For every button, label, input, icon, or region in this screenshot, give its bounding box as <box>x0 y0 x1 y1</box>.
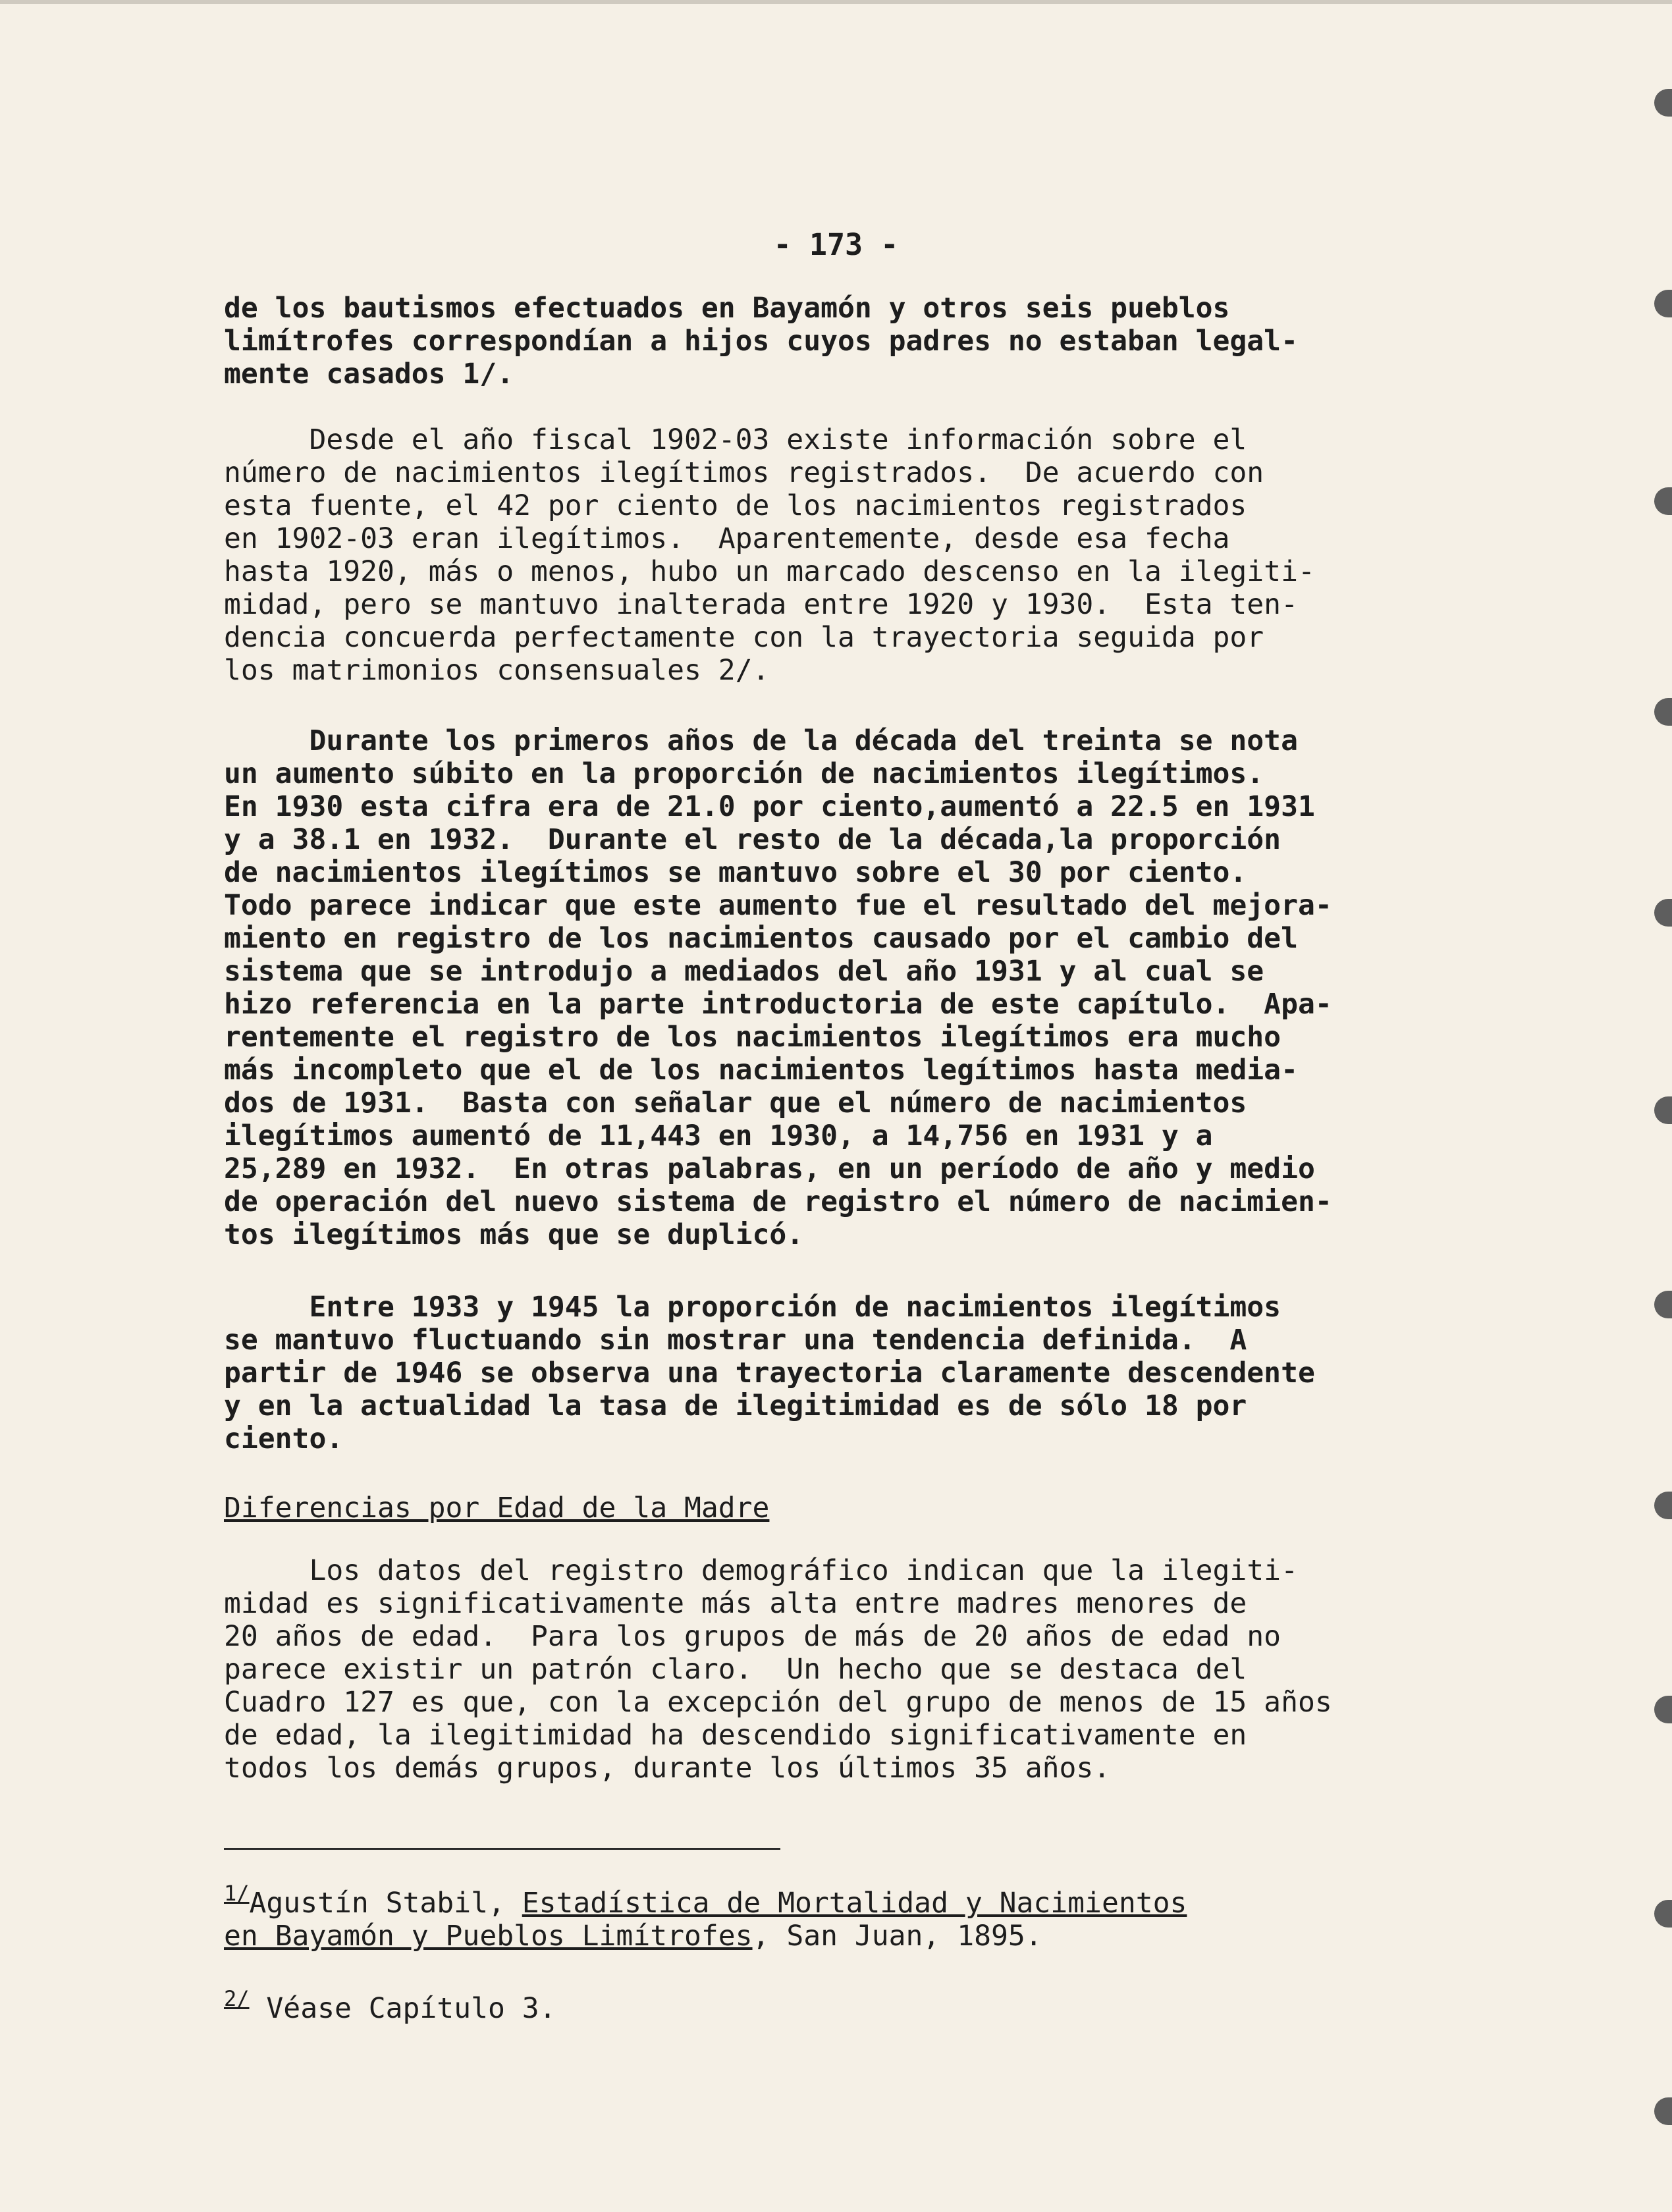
paragraph-1: de los bautismos efectuados en Bayamón y otros seis pueblos limítrofes correspondían a hijos cuyos padres no estaban legal- mente casados 1/. <box>224 292 1298 391</box>
binder-hole <box>1654 1900 1672 1928</box>
page-top-edge <box>0 0 1672 4</box>
footnote-1 <box>224 1877 1462 1953</box>
paragraph-5: Los datos del registro demográfico indican que la ilegiti- midad es significativamente más alta entre madres menores de 20 años de edad. Para los grupos de más de 20 años de edad no parece existir un patrón claro. Un hecho que se destaca del Cuadro 127 es que, con la excepción del grupo de menos de 15 años de edad, la ilegitimidad ha descendido significativamente en todos los demás grupos, durante los últimos 35 años. <box>224 1554 1332 1785</box>
binder-hole <box>1654 2097 1672 2125</box>
paragraph-3: Durante los primeros años de la década del treinta se nota un aumento súbito en la proporción de nacimientos ilegítimos. En 1930 esta cifra era de 21.0 por ciento,aumentó a 22.5 en 1931 y a 38.1 en 1932. Durante el resto de la década,la proporción de nacimientos ilegítimos se mantuvo sobre el 30 por ciento. Todo parece indicar que este aumento fue el resultado del mejora- miento en registro de los nacimientos causado por el cambio del sistema que se introdujo a mediados del año 1931 y al cual se hizo referencia en la parte introductoria de este capítulo. Apa- rentemente el registro de los nacimientos ilegítimos era mucho más incompleto que el de los nacimientos legítimos hasta media- dos de 1931. Basta con señalar que el número de nacimientos ilegítimos aumentó de 11,443 en 1930, a 14,756 en 1931 y a 25,289 en 1932. En otras palabras, en un período de año y medio de operación del nuevo sistema de registro el número de nacimien- tos ilegítimos más que se duplicó. <box>224 724 1332 1251</box>
section-heading: Diferencias por Edad de la Madre <box>224 1492 770 1524</box>
binder-hole <box>1654 487 1672 515</box>
binder-hole <box>1654 89 1672 117</box>
binder-hole <box>1654 1492 1672 1519</box>
binder-hole <box>1654 1291 1672 1318</box>
footnote-2 <box>224 1982 1462 2025</box>
footnote-1-mark: 1/ <box>224 1881 250 1906</box>
footnote-1-rest: , San Juan, 1895. <box>752 1920 1042 1953</box>
paragraph-4: Entre 1933 y 1945 la proporción de nacimientos ilegítimos se mantuvo fluctuando sin mostrar una tendencia definida. A partir de 1946 se observa una trayectoria claramente descendente y en la actualidad la tasa de ilegitimidad es de sólo 18 por ciento. <box>224 1291 1315 1455</box>
binder-hole <box>1654 290 1672 317</box>
footnote-1-author: Agustín Stabil, <box>249 1887 522 1920</box>
binder-hole <box>1654 1096 1672 1124</box>
paragraph-2: Desde el año fiscal 1902-03 existe información sobre el número de nacimientos ilegítimos registrados. De acuerdo con esta fuente, el 42 por ciento de los nacimientos registrados en 1902-03 eran ilegítimos. Aparentemente, desde esa fecha hasta 1920, más o menos, hubo un marcado descenso en la ilegiti- midad, pero se mantuvo inalterada entre 1920 y 1930. Esta ten- dencia concuerda perfectamente con la trayectoria seguida por los matrimonios consensuales 2/. <box>224 423 1315 687</box>
page-number: - 173 - <box>773 227 899 262</box>
binder-hole <box>1654 1696 1672 1723</box>
footnote-1-title-b: en Bayamón y Pueblos Limítrofes <box>224 1920 753 1953</box>
footnote-2-text: Véase Capítulo 3. <box>249 1992 556 2025</box>
footnote-2-mark: 2/ <box>224 1986 250 2011</box>
binder-hole <box>1654 899 1672 927</box>
footnote-divider <box>224 1848 780 1850</box>
binder-hole <box>1654 698 1672 726</box>
footnote-1-title-a: Estadística de Mortalidad y Nacimientos <box>522 1887 1187 1920</box>
